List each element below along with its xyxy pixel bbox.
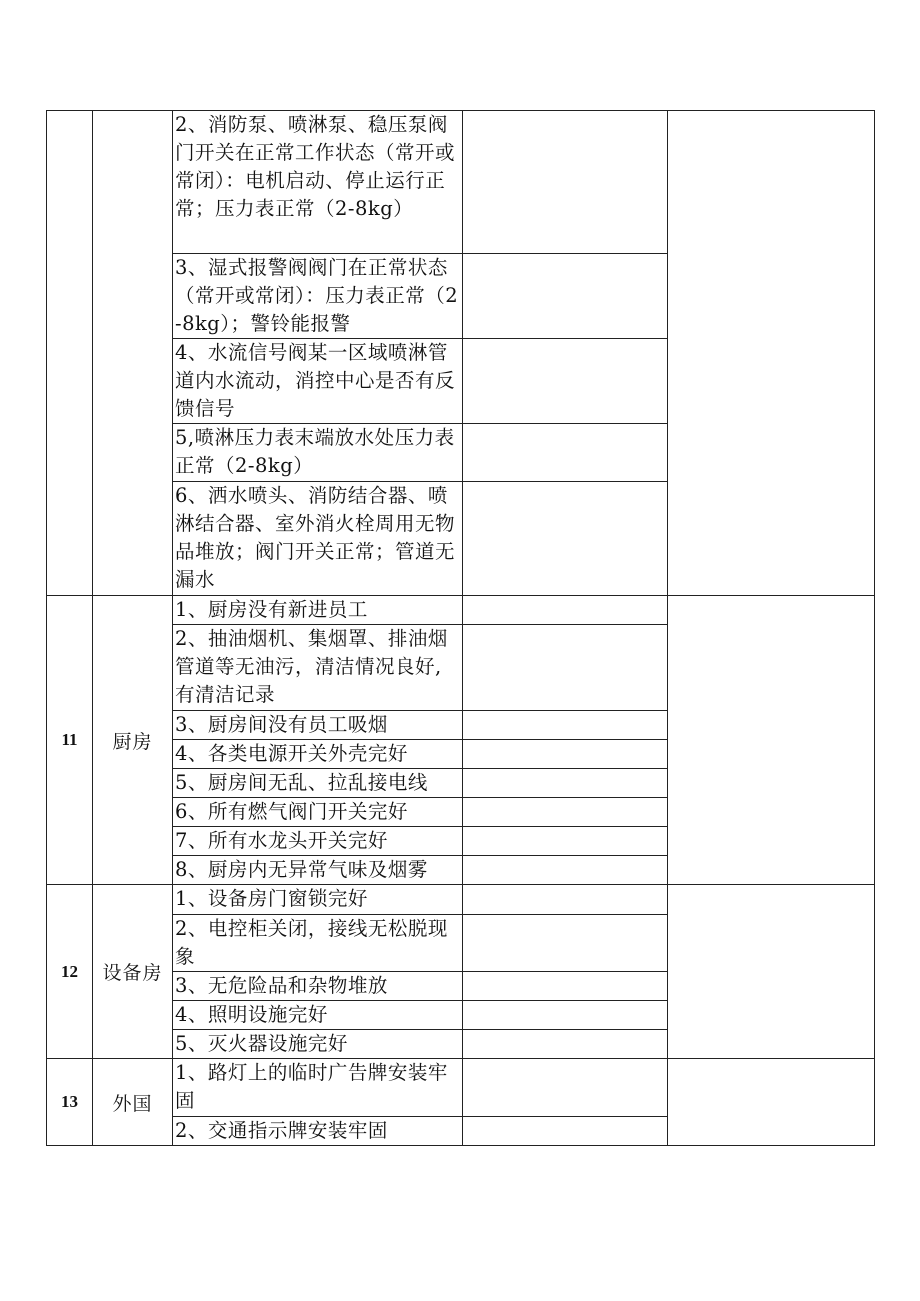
table-row: [47, 1059, 875, 1117]
checklist-item: 3、无危险品和杂物堆放: [173, 972, 463, 1001]
checklist-item: 1、路灯上的临时广告牌安装牢固: [173, 1059, 463, 1117]
checklist-item: 4、各类电源开关外壳完好: [173, 740, 463, 769]
result-cell[interactable]: [463, 798, 668, 827]
remarks-cell[interactable]: [668, 1059, 875, 1146]
checklist-item: 3、湿式报警阀阀门在正常状态（常开或常闭）：压力表正常（2-8kg）；警铃能报警: [173, 254, 463, 339]
result-cell[interactable]: [463, 1117, 668, 1146]
section-number: 13: [47, 1059, 93, 1146]
checklist-item: 4、水流信号阀某一区域喷淋管道内水流动，消控中心是否有反馈信号: [173, 339, 463, 424]
remarks-cell[interactable]: [668, 596, 875, 885]
checklist-item: 6、洒水喷头、消防结合器、喷淋结合器、室外消火栓周用无物品堆放；阀门开关正常；管道无漏水: [173, 482, 463, 596]
result-cell[interactable]: [463, 827, 668, 856]
checklist-item: 7、所有水龙头开关完好: [173, 827, 463, 856]
result-cell[interactable]: [463, 482, 668, 596]
section-area: 厨房: [93, 596, 173, 885]
section-number: [47, 111, 93, 596]
result-cell[interactable]: [463, 1030, 668, 1059]
result-cell[interactable]: [463, 740, 668, 769]
checklist-item: 2、电控柜关闭，接线无松脱现象: [173, 915, 463, 972]
result-cell[interactable]: [463, 856, 668, 885]
checklist-item: 2、交通指示牌安装牢固: [173, 1117, 463, 1146]
checklist-item: 5、厨房间无乱、拉乱接电线: [173, 769, 463, 798]
result-cell[interactable]: [463, 711, 668, 740]
result-cell[interactable]: [463, 625, 668, 711]
result-cell[interactable]: [463, 111, 668, 254]
result-cell[interactable]: [463, 424, 668, 482]
section-number: 12: [47, 885, 93, 1059]
checklist-item: 6、所有燃气阀门开关完好: [173, 798, 463, 827]
table-row: [47, 596, 875, 625]
section-area: 外国: [93, 1059, 173, 1146]
result-cell[interactable]: [463, 915, 668, 972]
remarks-cell[interactable]: [668, 885, 875, 1059]
result-cell[interactable]: [463, 885, 668, 915]
checklist-item: 5,喷淋压力表末端放水处压力表正常（2-8kg）: [173, 424, 463, 482]
result-cell[interactable]: [463, 769, 668, 798]
checklist-item: 4、照明设施完好: [173, 1001, 463, 1030]
checklist-item: 1、厨房没有新进员工: [173, 596, 463, 625]
checklist-item: 2、消防泵、喷淋泵、稳压泵阀门开关在正常工作状态（常开或常闭）：电机启动、停止运行正常；压力表正常（2-8kg）: [173, 111, 463, 254]
checklist-item: 5、灭火器设施完好: [173, 1030, 463, 1059]
section-number: 11: [47, 596, 93, 885]
inspection-table: [46, 110, 875, 1146]
checklist-item: 3、厨房间没有员工吸烟: [173, 711, 463, 740]
remarks-cell[interactable]: [668, 111, 875, 596]
checklist-item: 8、厨房内无异常气味及烟雾: [173, 856, 463, 885]
result-cell[interactable]: [463, 254, 668, 339]
result-cell[interactable]: [463, 1059, 668, 1117]
table-row: [47, 885, 875, 915]
result-cell[interactable]: [463, 339, 668, 424]
result-cell[interactable]: [463, 1001, 668, 1030]
checklist-item: 2、抽油烟机、集烟罩、排油烟管道等无油污，清洁情况良好,有清洁记录: [173, 625, 463, 711]
result-cell[interactable]: [463, 596, 668, 625]
table-row: [47, 111, 875, 254]
section-area: 设备房: [93, 885, 173, 1059]
checklist-item: 1、设备房门窗锁完好: [173, 885, 463, 915]
result-cell[interactable]: [463, 972, 668, 1001]
section-area: [93, 111, 173, 596]
